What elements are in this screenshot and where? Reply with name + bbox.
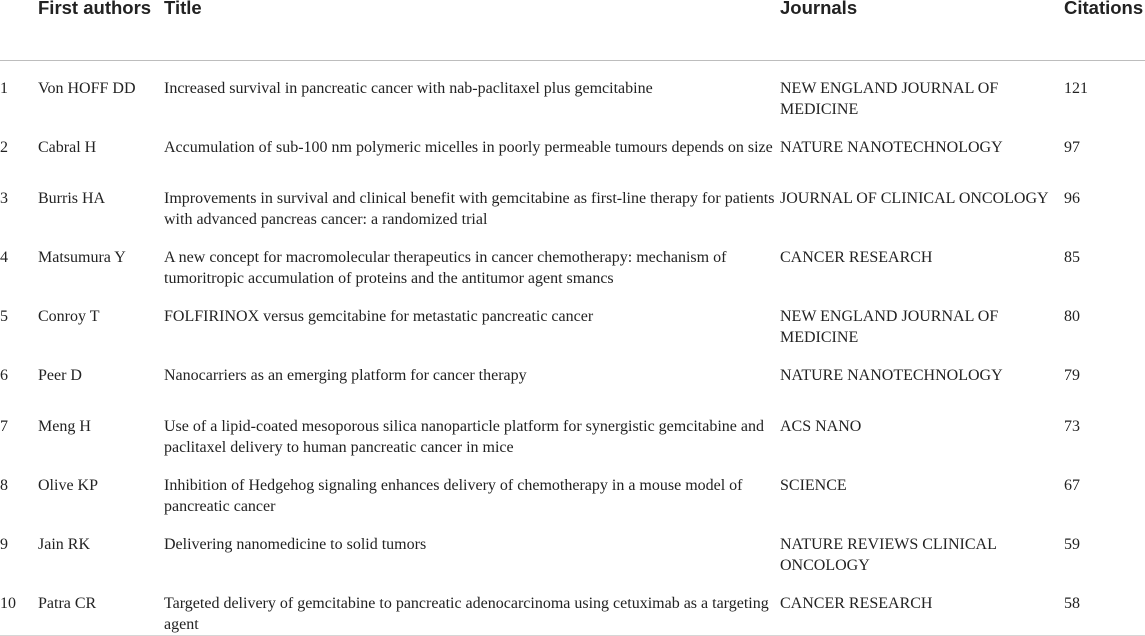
- header-journals-label: Journals: [780, 0, 858, 18]
- citations-cell: 80: [1064, 308, 1080, 325]
- table-row: [0, 171, 1145, 230]
- title-cell: Use of a lipid-coated mesoporous silica nanoparticle platform for synergistic gemcitabine and paclitaxel delivery to human pancreatic cancer in mice: [164, 418, 764, 456]
- header-title: [164, 0, 780, 61]
- citations-cell: 59: [1064, 536, 1080, 553]
- rank-cell: 7: [0, 418, 8, 435]
- header-citations-label: Citations: [1064, 0, 1144, 18]
- author-cell: Burris HA: [38, 190, 106, 207]
- author-cell: Peer D: [38, 367, 82, 384]
- header-title-label: Title: [164, 0, 202, 18]
- journal-cell: NEW ENGLAND JOURNAL OF MEDICINE: [780, 80, 999, 118]
- rank-cell: 1: [0, 80, 8, 97]
- table-header: [0, 0, 1145, 61]
- citations-cell: 79: [1064, 367, 1080, 384]
- rank-cell: 8: [0, 477, 8, 494]
- table-row: [0, 120, 1145, 171]
- table-row: [0, 348, 1145, 399]
- citations-cell: 67: [1064, 477, 1080, 494]
- journal-cell: NEW ENGLAND JOURNAL OF MEDICINE: [780, 308, 999, 346]
- table-row: [0, 61, 1145, 121]
- rank-cell: 10: [0, 576, 38, 636]
- title-cell: Nanocarriers as an emerging platform for cancer therapy: [164, 367, 527, 384]
- journal-cell: CANCER RESEARCH: [780, 576, 1064, 636]
- rank-cell: 4: [0, 249, 8, 266]
- citations-cell: 96: [1064, 190, 1080, 207]
- table-row: [0, 517, 1145, 576]
- journal-cell: NATURE NANOTECHNOLOGY: [780, 139, 1003, 156]
- citations-cell: 58: [1064, 576, 1145, 636]
- title-cell: Targeted delivery of gemcitabine to pancreatic adenocarcinoma using cetuximab as a targeting agent: [164, 576, 780, 636]
- author-cell: Patra CR: [38, 576, 164, 636]
- journal-cell: JOURNAL OF CLINICAL ONCOLOGY: [780, 190, 1049, 207]
- journal-cell: ACS NANO: [780, 418, 862, 435]
- author-cell: Jain RK: [38, 536, 90, 553]
- header-rank: [0, 0, 38, 61]
- citations-cell: 85: [1064, 249, 1080, 266]
- header-journals: [780, 0, 1064, 61]
- author-cell: Olive KP: [38, 477, 98, 494]
- citations-cell: 121: [1064, 80, 1088, 97]
- header-first-authors-label: First authors: [38, 0, 152, 18]
- journal-cell: NATURE NANOTECHNOLOGY: [780, 367, 1003, 384]
- header-citations: [1064, 0, 1145, 61]
- table-body: [0, 61, 1145, 636]
- journal-cell: SCIENCE: [780, 477, 847, 494]
- author-cell: Conroy T: [38, 308, 100, 325]
- table-row: [0, 399, 1145, 458]
- title-cell: FOLFIRINOX versus gemcitabine for metastatic pancreatic cancer: [164, 308, 594, 325]
- rank-cell: 3: [0, 190, 8, 207]
- rank-cell: 6: [0, 367, 8, 384]
- rank-cell: 5: [0, 308, 8, 325]
- header-row: [0, 0, 1145, 61]
- table-row: [0, 289, 1145, 348]
- author-cell: Matsumura Y: [38, 249, 126, 266]
- header-first-authors: [38, 0, 164, 61]
- title-cell: Increased survival in pancreatic cancer with nab-paclitaxel plus gemcitabine: [164, 80, 653, 97]
- title-cell: A new concept for macromolecular therapeutics in cancer chemotherapy: mechanism of tumoritropic accumulation of proteins and the antitumor agent smancs: [164, 249, 727, 287]
- citations-cell: 97: [1064, 139, 1080, 156]
- citations-cell: 73: [1064, 418, 1080, 435]
- table-row: [0, 458, 1145, 517]
- title-cell: Delivering nanomedicine to solid tumors: [164, 536, 427, 553]
- table-row: [0, 230, 1145, 289]
- author-cell: Cabral H: [38, 139, 97, 156]
- title-cell: Improvements in survival and clinical benefit with gemcitabine as first-line therapy for patients with advanced pancreas cancer: a randomized trial: [164, 190, 775, 228]
- table-row: [0, 576, 1145, 636]
- journal-cell: CANCER RESEARCH: [780, 249, 933, 266]
- author-cell: Meng H: [38, 418, 91, 435]
- rank-cell: 2: [0, 139, 8, 156]
- journal-cell: NATURE REVIEWS CLINICAL ONCOLOGY: [780, 536, 997, 574]
- rank-cell: 9: [0, 536, 8, 553]
- author-cell: Von HOFF DD: [38, 80, 136, 97]
- title-cell: Accumulation of sub-100 nm polymeric micelles in poorly permeable tumours depends on size: [164, 139, 773, 156]
- title-cell: Inhibition of Hedgehog signaling enhances delivery of chemotherapy in a mouse model of pancreatic cancer: [164, 477, 743, 515]
